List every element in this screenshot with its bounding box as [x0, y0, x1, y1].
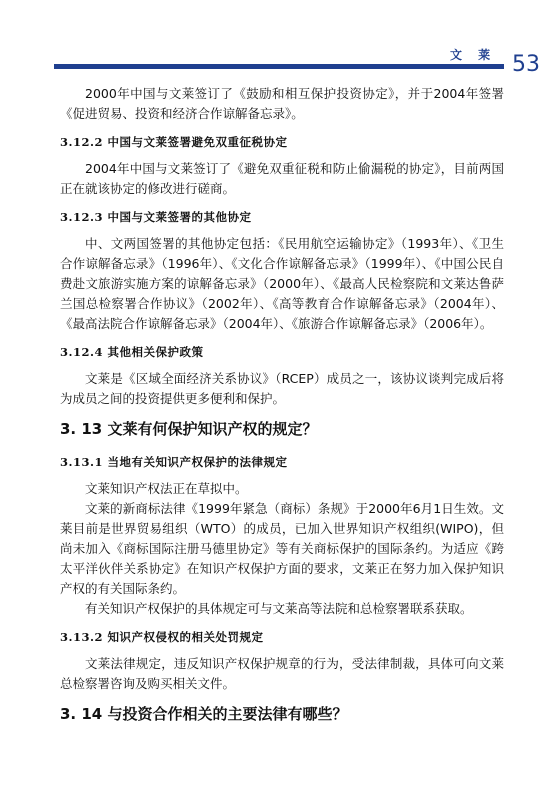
subsection-heading: 3.13.1 当地有关知识产权保护的法律规定 — [60, 455, 288, 469]
header-rule — [54, 64, 504, 69]
page-body — [60, 84, 504, 738]
paragraph: 2000年中国与文莱签订了《鼓励和相互保护投资协定》，并于2004年签署《促进贸易、投资和经济合作谅解备忘录》。 — [60, 86, 504, 121]
subsection-heading: 3.12.3 中国与文莱签署的其他协定 — [60, 210, 252, 224]
paragraph: 文莱知识产权法正在草拟中。 — [85, 481, 248, 496]
paragraph: 文莱是《区域全面经济关系协议》（RCEP）成员之一，该协议谈判完成后将为成员之间的投资提供更多便利和保护。 — [60, 371, 504, 406]
page-number: 53 — [512, 52, 540, 77]
subsection-heading: 3.13.2 知识产权侵权的相关处罚规定 — [60, 630, 264, 644]
running-header-title: 文 莱 — [450, 48, 497, 62]
subsection-heading: 3.12.2 中国与文莱签署避免双重征税协定 — [60, 135, 288, 149]
paragraph: 有关知识产权保护的具体规定可与文莱高等法院和总检察署联系获取。 — [85, 601, 473, 616]
paragraph: 中、文两国签署的其他协定包括：《民用航空运输协定》（1993年）、《卫生合作谅解备忘录》（1996年）、《文化合作谅解备忘录》（1999年）、《中国公民自费赴文旅游实施方案的谅解备忘录》（2000年）、《最高人民检察院和文莱达鲁萨兰国总检察署合作协议》（2002年）、《高等教育合作谅解备忘录》（2004年）、《最高法院合作谅解备忘录》（2004年）、《旅游合作谅解备忘录》（2006年）。 — [60, 236, 504, 331]
paragraph: 文莱法律规定，违反知识产权保护规章的行为，受法律制裁，具体可向文莱总检察署咨询及购买相关文件。 — [60, 656, 504, 691]
subsection-heading: 3.12.4 其他相关保护政策 — [60, 345, 204, 359]
paragraph: 2004年中国与文莱签订了《避免双重征税和防止偷漏税的协定》，目前两国正在就该协定的修改进行磋商。 — [60, 161, 504, 196]
paragraph: 文莱的新商标法律《1999年紧急（商标）条规》于2000年6月1日生效。文莱目前是世界贸易组织（WTO）的成员，已加入世界知识产权组织(WIPO)，但尚未加入《商标国际注册马德里协定》等有关商标保护的国际条约。为适应《跨太平洋伙伴关系协定》在知识产权保护方面的要求，文莱正在努力加入保护知识产权的有关国际条约。 — [60, 501, 504, 596]
section-heading: 3. 13 文莱有何保护知识产权的规定？ — [60, 420, 318, 438]
section-heading: 3. 14 与投资合作相关的主要法律有哪些？ — [60, 705, 348, 723]
